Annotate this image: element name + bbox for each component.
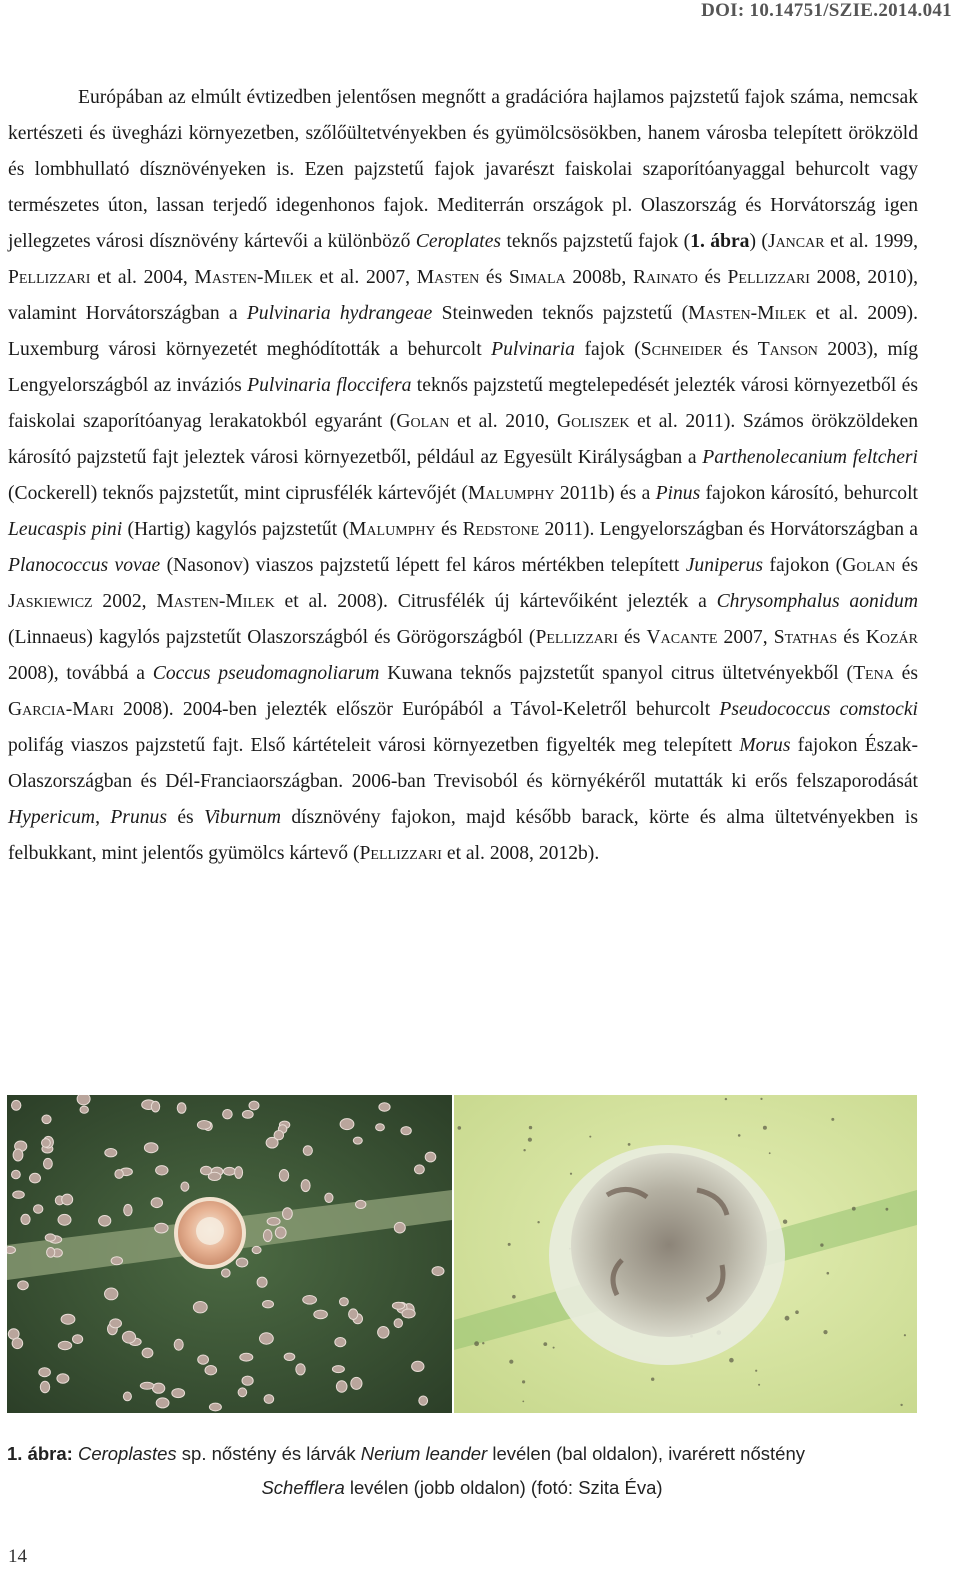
body-text-segment: 2008). 2004-ben jelezték először Európából a Távol-Keletről behurcolt	[113, 699, 720, 720]
page-number: 14	[8, 1546, 27, 1567]
larva	[73, 1335, 83, 1344]
larva	[223, 1110, 233, 1119]
body-text-segment: és	[837, 627, 866, 648]
leaf-speck	[458, 1126, 462, 1130]
larva	[18, 1281, 29, 1290]
left-photo	[7, 1095, 452, 1413]
body-text-segment: Pinus	[655, 483, 701, 504]
caption-text-1: sp. nőstény és lárvák	[176, 1443, 361, 1464]
body-text-segment: 2008, 2010), valamint Horvátországban a	[8, 267, 919, 324]
body-text-segment: Leucaspis pini	[8, 519, 123, 540]
body-text-segment: Malumphy	[467, 483, 555, 504]
body-text-segment: 1. ábra	[690, 231, 750, 252]
body-text-segment: és	[893, 663, 918, 684]
body-text-segment: Pellizzari	[8, 267, 91, 288]
larva	[432, 1267, 444, 1276]
leaf-speck	[528, 1138, 532, 1142]
body-text-segment: Golan	[842, 555, 896, 576]
larva	[222, 1269, 231, 1277]
larva	[314, 1310, 328, 1319]
leaf-speck	[729, 1358, 734, 1363]
larva	[12, 1170, 21, 1179]
leaf-speck	[537, 1221, 539, 1223]
caption-host-1: Nerium leander	[360, 1443, 488, 1464]
body-text-segment: Pellizzari	[727, 267, 810, 288]
body-text-segment: Redstone	[462, 519, 540, 540]
body-text-segment: dísznövény fajokon, majd később barack, körte és alma ültetvényekben is felbukkant, mint jelentős gyümölcs kártevő (	[8, 807, 919, 864]
larva	[301, 1180, 310, 1192]
leaf-speck	[820, 1243, 823, 1246]
figure-caption	[7, 1437, 917, 1505]
larva	[12, 1100, 21, 1110]
larva	[336, 1381, 347, 1392]
body-text-segment: (Cockerell) teknős pajzstetűt, mint ciprusfélék kártevőjét (	[8, 483, 468, 504]
larva	[340, 1298, 349, 1306]
leaf-speck	[900, 1404, 902, 1406]
larva	[197, 1121, 210, 1130]
leaf-speck	[831, 1118, 834, 1121]
body-text-segment: Simala	[508, 267, 566, 288]
body-text-segment: (Hartig) kagylós pajzstetűt (	[122, 519, 349, 540]
body-text-segment: Vacante	[646, 627, 718, 648]
body-text-segment: Jaskiewicz	[8, 591, 93, 612]
larva	[39, 1368, 51, 1377]
leaf-speck	[785, 1316, 790, 1321]
larva	[198, 1355, 209, 1364]
larva	[62, 1194, 73, 1205]
leaf-speck	[755, 1370, 757, 1372]
larva	[7, 1247, 16, 1254]
leaf-speck	[827, 1272, 830, 1275]
larva	[402, 1309, 415, 1318]
larva	[142, 1348, 153, 1358]
body-text-segment: és	[697, 267, 728, 288]
body-text-segment: ) (	[749, 231, 768, 252]
larva	[425, 1152, 436, 1162]
larva	[151, 1198, 162, 1208]
body-text-segment: et al. 1999,	[824, 231, 919, 252]
larva	[249, 1101, 259, 1110]
doi-header: DOI: 10.14751/SZIE.2014.041	[701, 0, 952, 21]
larva	[284, 1353, 295, 1360]
body-text-segment: 2011b) és a	[554, 483, 656, 504]
body-text-segment: Juniperus	[685, 555, 764, 576]
leaf-speck	[725, 1098, 727, 1100]
body-text-segment: 2007,	[717, 627, 774, 648]
larva	[47, 1248, 55, 1258]
larva	[335, 1338, 346, 1347]
body-text-segment: Tanson	[757, 339, 818, 360]
leaf-speck	[529, 1126, 532, 1129]
larva	[156, 1398, 169, 1408]
leaf-speck	[651, 1378, 654, 1381]
larva	[242, 1376, 253, 1385]
larva	[351, 1377, 362, 1389]
larva	[122, 1331, 135, 1343]
figure-photos	[7, 1095, 917, 1413]
caption-host-2: Schefflera	[261, 1477, 345, 1498]
body-text-segment: teknős pajzstetű megtelepedését jelezték városi környezetből és faiskolai szaporítóanyag lerakatokból egyaránt (	[8, 375, 918, 432]
figure-1	[7, 1095, 917, 1413]
body-text-segment: Pellizzari	[359, 843, 442, 864]
leaf-speck	[823, 1330, 827, 1334]
larva	[296, 1364, 305, 1375]
body-text-segment: teknős pajzstetű fajok (	[501, 231, 691, 252]
body-text-segment: Pulvinaria floccifera	[247, 375, 412, 396]
body-text-segment: és	[435, 519, 463, 540]
leaf-speck	[509, 1360, 513, 1364]
body-text-segment: Jancar	[767, 231, 825, 252]
larva	[240, 1353, 253, 1361]
larva	[412, 1361, 424, 1371]
larva	[80, 1106, 88, 1113]
larva	[124, 1204, 132, 1215]
larva	[257, 1277, 267, 1287]
larva	[40, 1381, 49, 1392]
leaf-speck	[523, 1149, 525, 1151]
body-text-segment: Masten	[416, 267, 480, 288]
larva	[151, 1101, 159, 1112]
leaf-speck	[512, 1295, 516, 1299]
larva	[58, 1214, 71, 1225]
body-text-segment: ,	[95, 807, 111, 828]
body-text-segment: et al. 2004,	[90, 267, 195, 288]
larva	[263, 1301, 274, 1308]
larva	[44, 1158, 53, 1169]
leaf-speck	[508, 1243, 511, 1246]
larva	[236, 1258, 248, 1267]
larva	[34, 1205, 43, 1213]
larva	[238, 1388, 247, 1397]
larva	[156, 1166, 168, 1175]
larva	[115, 1170, 123, 1179]
caption-text-2: levélen (bal oldalon), ivarérett nőstény	[487, 1443, 805, 1464]
larva	[193, 1302, 207, 1313]
larva	[392, 1302, 404, 1309]
leaf-speck	[904, 1334, 906, 1336]
leaf-speck	[760, 1098, 762, 1100]
larva	[376, 1124, 385, 1131]
leaf-speck	[474, 1341, 479, 1346]
leaf-speck	[738, 1134, 741, 1137]
larva	[242, 1111, 253, 1119]
larva	[61, 1314, 75, 1324]
leaf-speck	[795, 1310, 799, 1314]
larva	[401, 1127, 411, 1135]
larva	[140, 1382, 154, 1389]
larva	[267, 1218, 280, 1226]
body-text-segment: és	[895, 555, 918, 576]
leaf-speck	[570, 1173, 572, 1175]
body-text-segment: Malumphy	[349, 519, 436, 540]
leaf-speck	[758, 1384, 760, 1386]
larva	[13, 1191, 25, 1198]
caption-line-2	[7, 1471, 917, 1505]
body-text-segment: Stathas	[773, 627, 838, 648]
larva	[42, 1139, 51, 1148]
larva	[283, 1208, 293, 1220]
body-text-segment: et al. 2008, 2012b).	[441, 843, 600, 864]
larva	[30, 1173, 41, 1183]
body-text-segment: Planococcus vovae	[8, 555, 161, 576]
larva	[42, 1115, 51, 1124]
body-text-segment: Parthenolecanium feltcheri	[702, 447, 918, 468]
right-photo	[454, 1095, 917, 1413]
larva	[172, 1389, 185, 1398]
body-text-segment: 2008), továbbá a	[8, 663, 153, 684]
leaf-speck	[852, 1207, 856, 1211]
body-text-segment: et al. 2011). Számos örökzöldeken károsító pajzstetű fajt jeleztek városi környezetből, például az Egyesült Királyságban a	[8, 411, 918, 468]
body-text-segment: Ceroplates	[415, 231, 502, 252]
larva	[174, 1339, 183, 1350]
larva	[45, 1234, 55, 1241]
larva	[260, 1333, 274, 1344]
larva	[77, 1095, 90, 1105]
larva	[394, 1222, 405, 1233]
leaf-speck	[628, 1143, 631, 1146]
leaf-speck	[553, 1347, 555, 1349]
larva	[99, 1216, 111, 1227]
larva	[275, 1227, 286, 1238]
body-text-segment: fajokon Észak-Olaszországban és Dél-Franciaországban. 2006-ban Trevisoból és környékéről mutatták ki erős felszaporodását	[8, 735, 919, 792]
larva	[110, 1319, 122, 1328]
body-text-segment: (Nasonov) viaszos pajzstetű lépett fel káros mértékben telepített	[160, 555, 686, 576]
leaf-speck	[522, 1401, 524, 1403]
larva	[419, 1396, 428, 1405]
leaf-speck	[589, 1136, 591, 1138]
larva	[325, 1193, 333, 1202]
body-text-segment: et al. 2007,	[312, 267, 417, 288]
body-text-segment: Tena	[853, 663, 894, 684]
body-text-segment: fajokon károsító, behurcolt	[700, 483, 918, 504]
leaf-speck	[522, 1380, 525, 1383]
body-text-segment: és	[722, 339, 758, 360]
body-text-segment: 2008b,	[565, 267, 633, 288]
body-text-segment: Masten-Milek	[688, 303, 807, 324]
body-text-segment: Golan	[396, 411, 450, 432]
body-text-segment: fajokon (	[763, 555, 843, 576]
larva	[205, 1366, 217, 1375]
body-text-segment: 2003), míg Lengyelországból az inváziós	[8, 339, 918, 396]
caption-line-1	[7, 1437, 917, 1471]
larva	[340, 1119, 354, 1130]
body-text-segment: Kuwana teknős pajzstetűt spanyol citrus ültetvényekből (	[379, 663, 854, 684]
larva	[263, 1230, 272, 1242]
larva	[177, 1103, 186, 1114]
body-text-segment: Coccus pseudomagnoliarum	[152, 663, 380, 684]
larva	[111, 1257, 122, 1265]
caption-label: 1. ábra:	[7, 1443, 73, 1464]
leaf-speck	[763, 1126, 767, 1130]
larva	[378, 1327, 389, 1339]
larva	[356, 1200, 366, 1208]
body-text-segment: Európában az elmúlt évtizedben jelentősen megnőtt a gradációra hajlamos pajzstetű fajok száma, nemcsak kertészeti és üvegházi környezetben, szőlőültetvényekben és gyümölcsösökben, hanem városba telepített örökzöld és lombhullató dísznövényeken is. Ezen pajzstetű fajok javarészt faiskolai szaporítóanyaggal behurcolt vagy természetes úton, lassan terjedő idegenhonos fajok. Mediterrán országok pl. Olaszország és Horvátország igen jellegzetes városi dísznövény kártevői a különböző	[8, 87, 918, 252]
body-text-segment: et al. 2008). Citrusfélék új kártevőiként jelezték a	[274, 591, 717, 612]
body-text-segment: 2002,	[92, 591, 157, 612]
body-text-segment: Chrysomphalus aonidum	[716, 591, 918, 612]
body-text-segment: fajok (	[574, 339, 641, 360]
body-text-segment: Pellizzari	[535, 627, 618, 648]
larva	[353, 1137, 362, 1144]
larva	[58, 1341, 71, 1349]
body-text-segment: polifág viaszos pajzstetű fajt. Első kártételeit városi környezetben figyelték meg telepített	[8, 735, 740, 756]
larva	[208, 1172, 221, 1180]
larva	[415, 1165, 425, 1174]
body-text-segment: Prunus	[110, 807, 167, 828]
body-text-segment: Kozár	[865, 627, 918, 648]
leaf-speck	[886, 1208, 889, 1211]
larva	[279, 1170, 288, 1182]
body-paragraph	[8, 80, 918, 872]
scale-center	[196, 1217, 224, 1245]
larva	[303, 1296, 317, 1305]
larva	[144, 1143, 158, 1153]
larva	[152, 1383, 164, 1393]
larva	[181, 1182, 189, 1191]
caption-genus: Ceroplastes	[77, 1443, 177, 1464]
body-text-segment: Morus	[739, 735, 791, 756]
leaf-speck	[482, 1342, 484, 1344]
leaf-speck	[543, 1342, 547, 1346]
body-text-segment: Masten-Milek	[156, 591, 275, 612]
body-text-segment: Rainato	[632, 267, 698, 288]
body-text-segment: Viburnum	[204, 807, 281, 828]
larva	[394, 1319, 402, 1328]
body-text-segment: et al. 2010,	[449, 411, 557, 432]
body-text-segment: Steinweden teknős pajzstetű (	[432, 303, 689, 324]
body-text-segment: Schneider	[640, 339, 723, 360]
larva	[12, 1338, 23, 1349]
larva	[13, 1149, 23, 1161]
body-text-segment: (Linnaeus) kagylós pajzstetűt Olaszországból és Görögországból (	[8, 627, 536, 648]
larva	[155, 1223, 168, 1233]
body-text-segment: Pseudococcus comstocki	[719, 699, 918, 720]
larva	[303, 1146, 312, 1156]
larva	[105, 1149, 117, 1157]
larva	[223, 1167, 235, 1175]
body-text-segment: Goliszek	[556, 411, 630, 432]
body-text-segment: Pulvinaria	[491, 339, 575, 360]
larva	[379, 1103, 390, 1111]
body-text-segment: Pulvinaria hydrangeae	[246, 303, 433, 324]
larva	[105, 1288, 118, 1300]
body-text-segment: és	[166, 807, 205, 828]
body-text-segment: 2011). Lengyelországban és Horvátországban a	[539, 519, 918, 540]
larva	[332, 1366, 344, 1373]
body-text-segment: és	[617, 627, 647, 648]
body-text-segment: és	[479, 267, 509, 288]
larva	[209, 1403, 221, 1411]
leaf-speck	[783, 1220, 787, 1224]
larva	[21, 1214, 30, 1224]
larva	[235, 1167, 243, 1179]
larva	[264, 1395, 274, 1404]
larva	[252, 1246, 261, 1253]
larva	[57, 1374, 69, 1383]
body-text-segment: Hypericum	[8, 807, 96, 828]
larva	[349, 1309, 358, 1320]
body-text-segment: Masten-Milek	[194, 267, 313, 288]
caption-text-3: levélen (jobb oldalon) (fotó: Szita Éva)	[344, 1477, 663, 1498]
body-text-segment: Garcia-Mari	[8, 699, 114, 720]
mature-female-scale	[571, 1153, 767, 1337]
larva	[123, 1392, 131, 1401]
leaf-speck	[769, 1152, 771, 1154]
larva	[274, 1131, 284, 1140]
body-text-segment: et al. 2009). Luxemburg városi környezetét meghódították a behurcolt	[8, 303, 918, 360]
